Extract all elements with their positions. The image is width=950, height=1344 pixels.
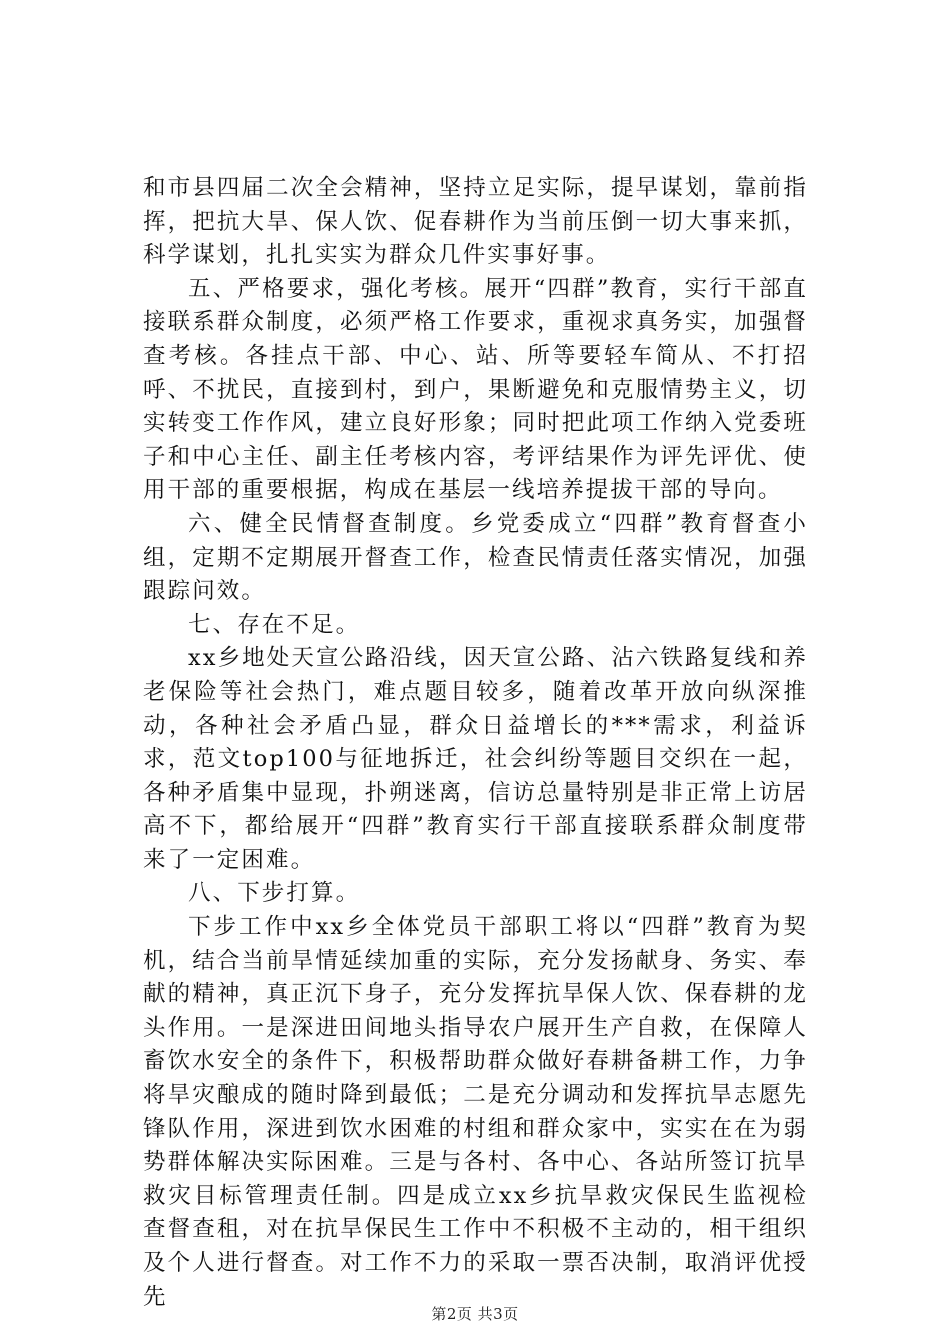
paragraph-1: 和市县四届二次全会精神，坚持立足实际，提早谋划，靠前指挥，把抗大旱、保人饮、促春耕作为当前压倒一切大事来抓，科学谋划，扎扎实实为群众几件实事好事。 (143, 175, 808, 269)
paragraph-4: 七、存在不足。 (188, 611, 361, 638)
paragraph-7: 下步工作中xx乡全体党员干部职工将以“四群”教育为契机，结合当前旱情延续加重的实际，充分发扬献身、务实、奉献的精神，真正沉下身子，充分发挥抗旱保人饮、保春耕的龙头作用。一是深进田间地头指导农户展开生产自救，在保障人畜饮水安全的条件下，积极帮助群众做好春耕备耕工作，力争将旱灾酿成的随时降到最低；二是充分调动和发挥抗旱志愿先锋队作用，深进到饮水困难的村组和群众家中，实实在在为弱势群体解决实际困难。三是与各村、各中心、各站所签订抗旱救灾目标管理责任制。四是成立xx乡抗旱救灾保民生监视检查督查租，对在抗旱保民生工作中不积极不主动的，相干组织及个人进行督查。对工作不力的采取一票否决制，取消评优授先 (143, 914, 808, 1310)
paragraph-3: 六、健全民情督查制度。乡党委成立“四群”教育督查小组，定期不定期展开督查工作，检查民情责任落实情况，加强跟踪问效。 (143, 510, 808, 605)
page-number-footer: 第2页 共3页 (431, 1305, 519, 1323)
paragraph-5: xx乡地处天宣公路沿线，因天宣公路、沾六铁路复线和养老保险等社会热门，难点题目较多，随着改革开放向纵深推动，各种社会矛盾凸显，群众日益增长的***需求，利益诉求，范文top100与征地拆迁，社会纠纷等题目交织在一起，各种矛盾集中显现，扑朔迷离，信访总量特别是非正常上访居高不下，都给展开“四群”教育实行干部直接联系群众制度带来了一定困难。 (143, 645, 808, 873)
paragraph-6: 八、下步打算。 (188, 880, 361, 907)
document-body (143, 172, 808, 1314)
paragraph-2: 五、严格要求，强化考核。展开“四群”教育，实行干部直接联系群众制度，必须严格工作要求，重视求真务实，加强督查考核。各挂点干部、中心、站、所等要轻车简从、不打招呼、不扰民，直接到村，到户，果断避免和克服情势主义，切实转变工作作风，建立良好形象；同时把此项工作纳入党委班子和中心主任、副主任考核内容，考评结果作为评先评优、使用干部的重要根据，构成在基层一线培养提拔干部的导向。 (143, 275, 808, 504)
